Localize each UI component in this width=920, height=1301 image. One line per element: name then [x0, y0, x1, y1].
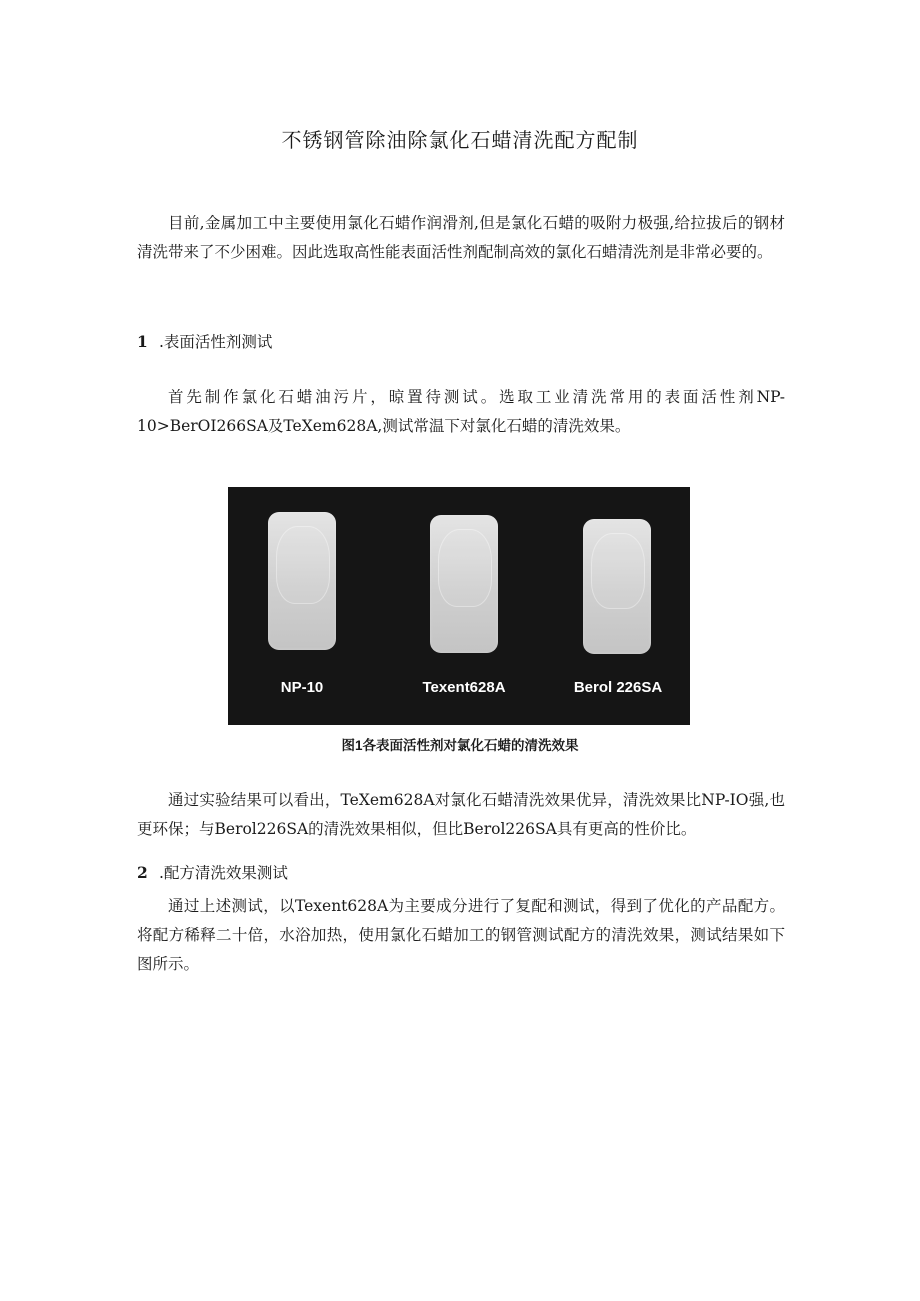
document-title: 不锈钢管除油除氯化石蜡清洗配方配制 [281, 128, 639, 152]
sample-plate-berol226sa [583, 519, 651, 654]
section-2-number: 2 [137, 863, 148, 882]
section-2-text: 通过上述测试，以Texent628A为主要成分进行了复配和测试，得到了优化的产品配方。将配方稀释二十倍，水浴加热，使用氯化石蜡加工的钢管测试配方的清洗效果，测试结果如下图所示。 [137, 897, 785, 973]
intro-paragraph [137, 209, 785, 267]
sample-plate-np10 [268, 512, 336, 650]
section-1-text: 首先制作氯化石蜡油污片，晾置待测试。选取工业清洗常用的表面活性剂NP-10>BerOI266SA及TeXem628A,测试常温下对氯化石蜡的清洗效果。 [137, 388, 785, 435]
cleaning-effect-photo [228, 487, 690, 725]
intro-text: 目前,金属加工中主要使用氯化石蜡作润滑剂,但是氯化石蜡的吸附力极强,给拉拔后的钢材清洗带来了不少困难。因此选取高性能表面活性剂配制高效的氯化石蜡清洗剂是非常必要的。 [137, 214, 785, 261]
result-paragraph [137, 786, 785, 844]
sample-label-np10: NP-10 [280, 679, 324, 696]
section-1-heading [137, 330, 272, 352]
sample-label-berol226sa: Berol 226SA [573, 679, 663, 696]
section-2-paragraph [137, 892, 785, 979]
result-text: 通过实验结果可以看出，TeXem628A对氯化石蜡清洗效果优异，清洗效果比NP-IO强,也更环保；与Berol226SA的清洗效果相似，但比Berol226SA具有更高的性价比。 [137, 791, 785, 838]
sample-label-texent628a: Texent628A [422, 679, 506, 696]
figure-caption: 图1各表面活性剂对氯化石蜡的清洗效果 [341, 738, 579, 753]
sample-plate-texent628a [430, 515, 498, 653]
section-1-title: .表面活性剂测试 [159, 333, 273, 351]
section-1-number: 1 [137, 332, 148, 351]
section-2-heading [137, 861, 288, 883]
section-2-title: .配方清洗效果测试 [159, 864, 288, 882]
section-1-paragraph [137, 383, 785, 441]
